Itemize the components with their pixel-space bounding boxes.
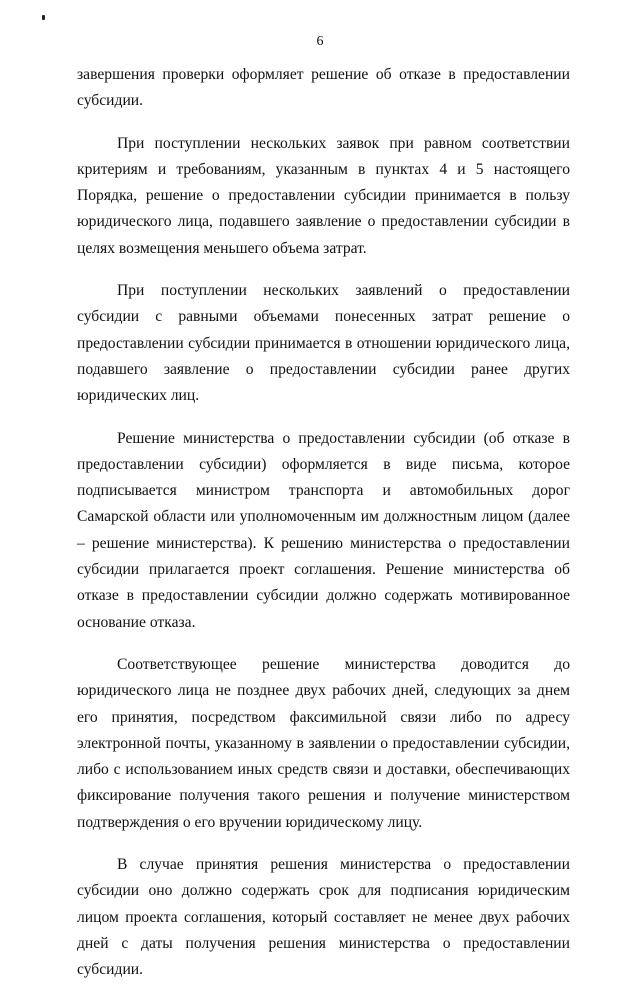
paragraph-equal-criteria: При поступлении нескольких заявок при равном соответствии критериям и требованиям, указанным в пунктах 4 и 5 настоящего Порядка, решение о предоставлении субсидии принимается в пользу юридического лица, подавшего заявление о предоставлении субсидии в целях возмещения меньшего объема затрат. <box>77 134 570 257</box>
scan-speck <box>42 15 45 20</box>
document-body <box>77 62 570 1000</box>
paragraph-continuation: завершения проверки оформляет решение об отказе в предоставлении субсидии. <box>77 66 570 110</box>
paragraph-ministry-decision: Решение министерства о предоставлении субсидии (об отказе в предоставлении субсидии) оформляется в виде письма, которое подписывается министром транспорта и автомобильных дорог Самарской области или уполномоченным им должностным лицом (далее – решение министерства). К решению министерства о предоставлении субсидии прилагается проект соглашения. Решение министерства об отказе в предоставлении субсидии должно содержать мотивированное основание отказа. <box>77 429 570 631</box>
paragraph-decision-delivery: Соответствующее решение министерства доводится до юридического лица не позднее двух рабочих дней, следующих за днем его принятия, посредством факсимильной связи либо по адресу электронной почты, указанному в заявлении о предоставлении субсидии, либо с использованием иных средств связи и доставки, обеспечивающих фиксирование получения такого решения и получение министерством подтверждения о его вручении юридическому лицу. <box>77 655 570 831</box>
paragraph-equal-costs: При поступлении нескольких заявлений о предоставлении субсидии с равными объемами понесенных затрат решение о предоставлении субсидии принимается в отношении юридического лица, подавшего заявление о предоставлении субсидии ранее других юридических лиц. <box>77 282 570 405</box>
page-number: 6 <box>316 34 324 49</box>
paragraph-signing-term: В случае принятия решения министерства о предоставлении субсидии оно должно содержать срок для подписания юридическим лицом проекта соглашения, который составляет не менее двух рабочих дней с даты получения решения министерства о предоставлении субсидии. <box>77 856 570 979</box>
